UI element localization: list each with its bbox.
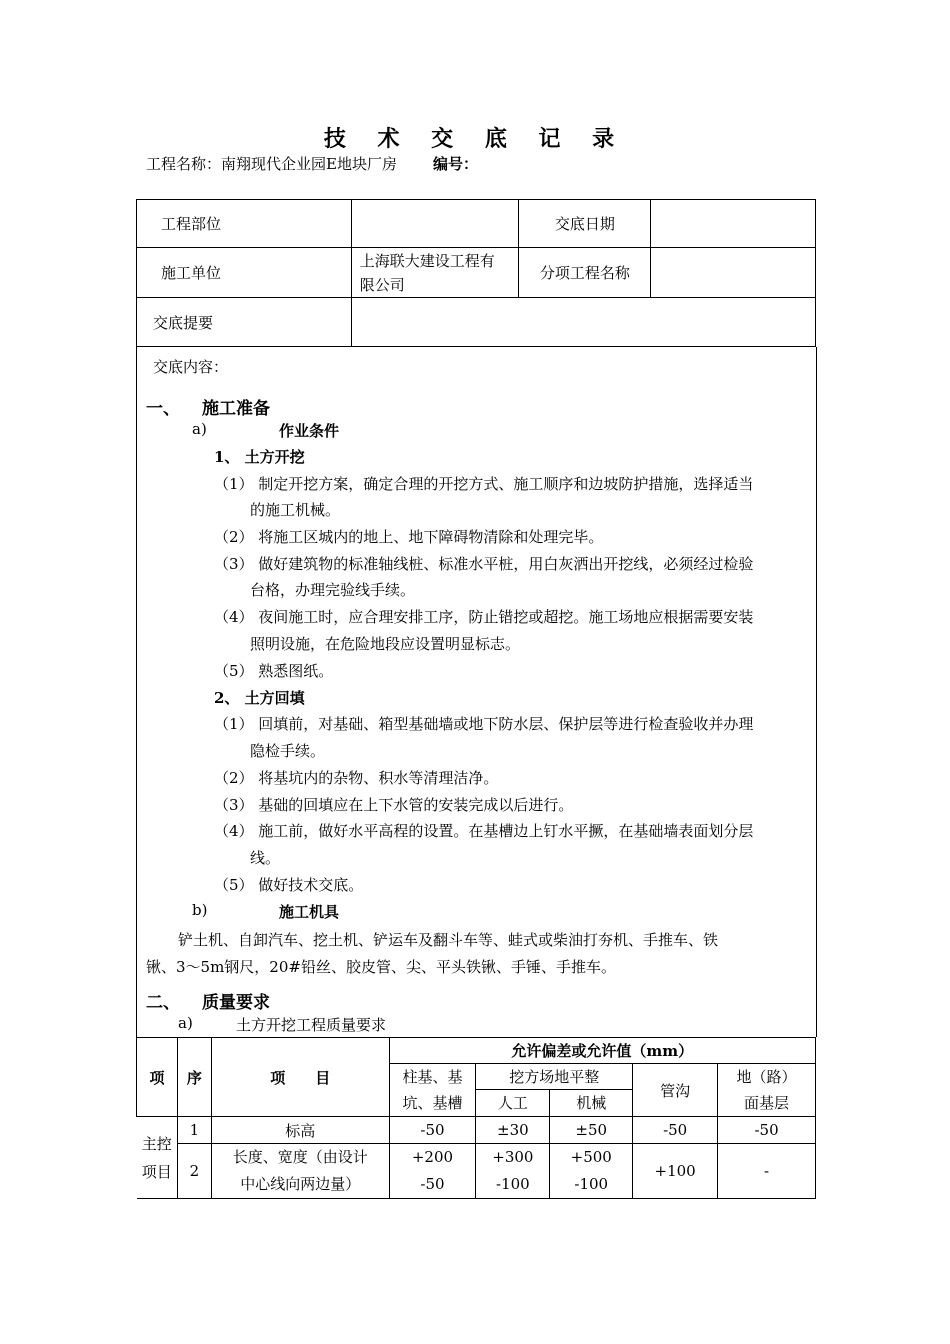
tools-line: 铲土机、自卸汽车、挖土机、铲运车及翻斗车等、蛙式或柴油打夯机、手推车、铁: [178, 931, 719, 949]
item-2-line: （5） 做好技术交底。: [214, 876, 364, 894]
info-table: [136, 199, 816, 347]
header-pit-line-1: 柱基、基: [402, 1068, 463, 1086]
section-1-number: 一、: [146, 399, 180, 419]
row-name-line-1: 长度、宽度（由设计: [232, 1148, 368, 1166]
row-manual: ±30: [476, 1117, 550, 1144]
header-pit-line-2: 坑、基槽: [402, 1094, 463, 1112]
item-1-title: 1、 土方开挖: [214, 448, 305, 466]
header-machine: 机械: [550, 1089, 633, 1116]
sub-value: [651, 248, 816, 298]
section-2-title: 质量要求: [202, 993, 270, 1013]
part-label: 工程部位: [137, 200, 352, 248]
row-machine: ±50: [550, 1117, 633, 1144]
project-line: [146, 153, 478, 174]
number-label: 编号：: [432, 155, 478, 173]
header-manual: 人工: [476, 1089, 550, 1116]
item-2-line: （2） 将基坑内的杂物、积水等清理洁净。: [214, 769, 499, 787]
quality-table: [136, 1037, 816, 1199]
item-1-line: （3） 做好建筑物的标准轴线桩、标准水平桩，用白灰洒出开挖线，必须经过检验: [214, 555, 754, 573]
unit-value-line-2: 限公司: [359, 275, 405, 294]
content-heading: 交底内容：: [153, 358, 229, 376]
header-pit: [389, 1064, 476, 1117]
row-manual-line-1: +300: [492, 1148, 534, 1166]
group-line-2: 项目: [141, 1162, 172, 1181]
row-pit: [389, 1144, 476, 1199]
item-1-line: （4） 夜间施工时，应合理安排工序，防止错挖或超挖。施工场地应根据需要安装: [214, 608, 754, 626]
sub-b-title: 施工机具: [279, 903, 340, 921]
sub-a-title: 作业条件: [279, 422, 340, 440]
item-1-line: （5） 熟悉图纸。: [214, 662, 334, 680]
tools-line: 锹、3～5m钢尺，20#铅丝、胶皮管、尖、平头铁锹、手锤、手推车。: [146, 958, 616, 976]
header-allowance: 允许偏差或允许值（mm）: [389, 1038, 815, 1064]
header-road-line-1: 地（路）: [736, 1068, 797, 1086]
project-name: 工程名称：南翔现代企业园E地块厂房: [146, 155, 397, 173]
item-2-line: （4） 施工前，做好水平高程的设置。在基槽边上钉水平撅，在基础墙表面划分层: [214, 822, 754, 840]
date-value: [651, 200, 816, 248]
header-trench: 管沟: [633, 1064, 718, 1117]
unit-value: [351, 248, 519, 298]
item-1-line: （1） 制定开挖方案，确定合理的开挖方式、施工顺序和边坡防护措施，选择适当: [214, 475, 754, 493]
item-2-line: 隐检手续。: [250, 742, 326, 760]
row-machine: [550, 1144, 633, 1199]
quality-a-mark: a): [178, 1014, 193, 1032]
row-pit-line-2: -50: [420, 1175, 445, 1193]
row-machine-line-1: +500: [570, 1148, 612, 1166]
row-seq: 1: [177, 1117, 211, 1144]
item-2-line: 线。: [250, 849, 281, 867]
unit-value-line-1: 上海联大建设工程有: [359, 251, 495, 270]
item-1-line: 的施工机械。: [250, 501, 341, 519]
item-2-line: （3） 基础的回填应在上下水管的安装完成以后进行。: [214, 796, 574, 814]
item-1-line: （2） 将施工区城内的地上、地下障碍物清除和处理完毕。: [214, 528, 604, 546]
header-name: 项 目: [211, 1038, 389, 1117]
row-manual-line-2: -100: [496, 1175, 530, 1193]
row-trench: -50: [633, 1117, 718, 1144]
row-road: -: [718, 1144, 816, 1199]
row-pit-line-1: +200: [411, 1148, 454, 1166]
header-site: 挖方场地平整: [476, 1064, 633, 1090]
header-item: 项: [137, 1038, 178, 1117]
row-name-line-2: 中心线向两边量）: [240, 1175, 361, 1193]
sub-b-mark: b): [192, 901, 208, 919]
group-line-1: 主控: [141, 1134, 172, 1153]
group-main: [137, 1117, 178, 1199]
unit-label: 施工单位: [137, 248, 352, 298]
row-name: [211, 1144, 389, 1199]
header-road: [718, 1064, 816, 1117]
row-machine-line-2: -100: [574, 1175, 609, 1193]
item-2-title: 2、 土方回填: [214, 689, 305, 707]
item-1-line: 照明设施，在危险地段应设置明显标志。: [250, 635, 521, 653]
row-road: -50: [718, 1117, 816, 1144]
row-trench: +100: [633, 1144, 718, 1199]
section-2-number: 二、: [146, 993, 180, 1013]
row-name: 标高: [211, 1117, 389, 1144]
header-seq: 序: [177, 1038, 211, 1117]
section-1-title: 施工准备: [202, 399, 270, 419]
row-pit: -50: [389, 1117, 476, 1144]
summary-label: 交底提要: [137, 298, 352, 347]
part-value: [351, 200, 519, 248]
header-road-line-2: 面基层: [744, 1094, 790, 1112]
date-label: 交底日期: [519, 200, 651, 248]
row-manual: [476, 1144, 550, 1199]
item-2-line: （1） 回填前，对基础、箱型基础墙或地下防水层、保护层等进行检查验收并办理: [214, 715, 754, 733]
item-1-line: 台格，办理完验线手续。: [250, 581, 416, 599]
row-seq: 2: [177, 1144, 211, 1199]
document-title: 技 术 交 底 记 录: [323, 126, 627, 152]
sub-a-mark: a): [192, 420, 207, 438]
summary-value: [351, 298, 815, 347]
quality-a-title: 土方开挖工程质量要求: [236, 1016, 387, 1034]
sub-label: 分项工程名称: [519, 248, 651, 298]
